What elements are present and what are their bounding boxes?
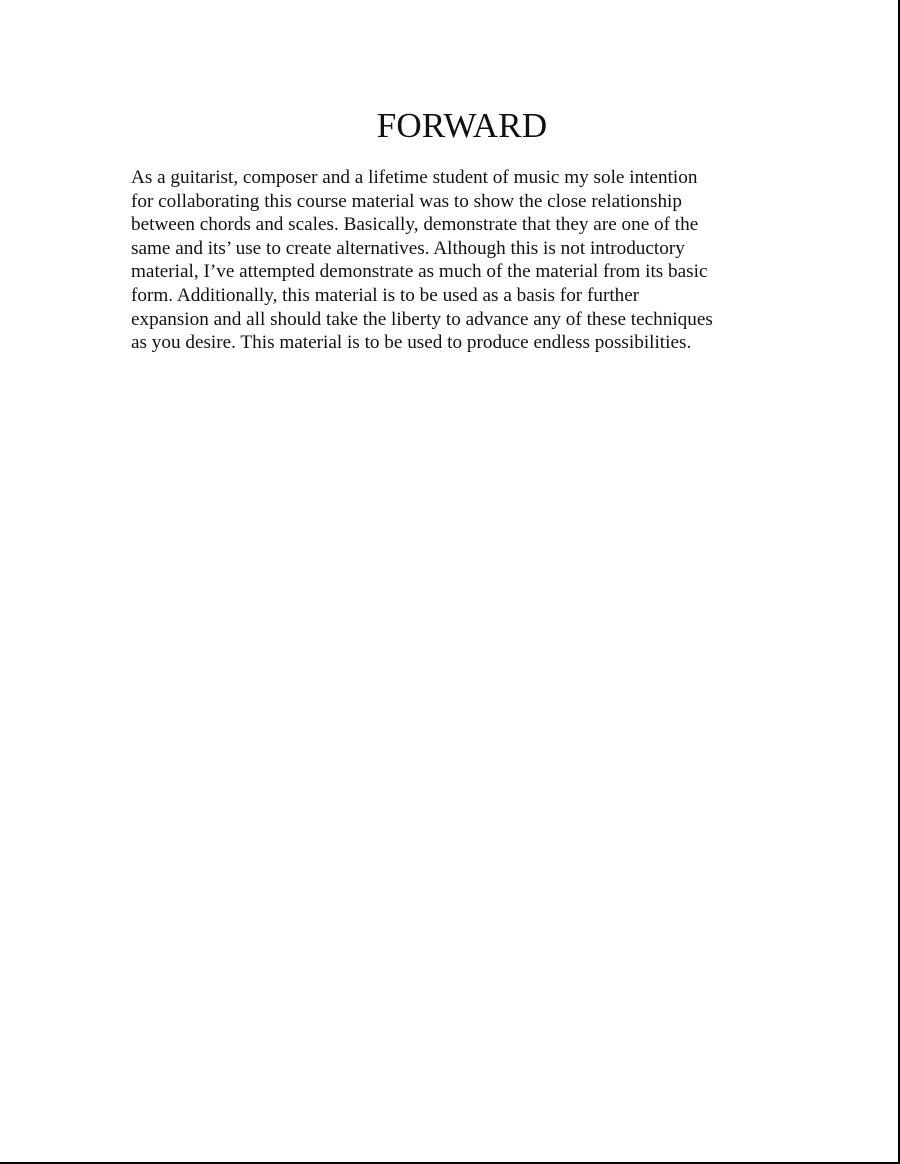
paragraph-line: expansion and all should take the liberty to advance any of these techniques [131,308,713,330]
paragraph-line: material, I’ve attempted demonstrate as much of the material from its basic [131,261,708,283]
paragraph-line: As a guitarist, composer and a lifetime student of music my sole intention [131,167,698,188]
forward-paragraph [131,166,771,355]
paragraph-line: as you desire. This material is to be used to produce endless possibilities. [131,332,692,354]
page-title: FORWARD [376,106,548,145]
paragraph-line: same and its’ use to create alternatives. Although this is not introductory [131,237,685,259]
paragraph-line: form. Additionally, this material is to be used as a basis for further [131,284,640,306]
paragraph-line: between chords and scales. Basically, demonstrate that they are one of the [131,214,699,236]
paragraph-line: for collaborating this course material was to show the close relationship [131,190,682,212]
